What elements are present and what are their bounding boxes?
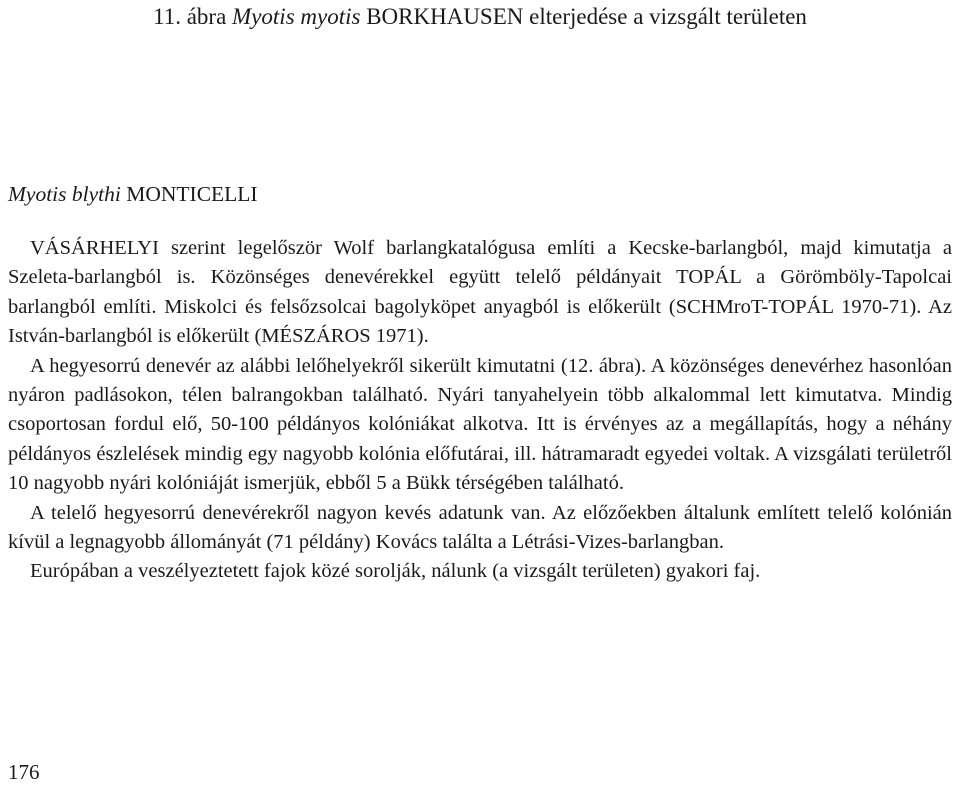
heading-author: MONTICELLI	[126, 182, 258, 206]
paragraph: A hegyesorrú denevér az alábbi lelőhelyekről sikerült kimutatni (12. ábra). A közönséges denevérhez hasonlóan nyáron padlásokon, télen balrangokban található. Nyári tanyahelyein több alkalommal lett kimutatva. Mindig csoportosan fordul elő, 50-100 példányos kolóniákat alkotva. Itt is érvényes az a megállapítás, hogy a néhány példányos észlelések mindig egy nagyobb kolónia előfutárai, ill. hátramaradt egyedei voltak. A vizsgálati területről 10 nagyobb nyári kolóniáját ismerjük, ebből 5 a Bükk térségében található.	[8, 354, 952, 495]
body-text	[8, 234, 952, 587]
figure-caption	[0, 4, 960, 30]
caption-species: Myotis myotis	[232, 4, 361, 29]
heading-species: Myotis blythi	[8, 182, 121, 206]
caption-author: BORKHAUSEN	[366, 4, 524, 29]
species-heading	[8, 181, 258, 207]
figure-number: 11. ábra	[153, 4, 227, 29]
caption-text: elterjedése a vizsgált területen	[529, 4, 807, 29]
paragraph: A telelő hegyesorrú denevérekről nagyon kevés adatunk van. Az előzőekben általunk említett telelő kolónián kívül a legnagyobb állományát (71 példány) Kovács találta a Létrási-Vizes-barlangban.	[8, 501, 952, 554]
page-number: 176	[8, 760, 40, 784]
paragraph: VÁSÁRHELYI szerint legelőször Wolf barlangkatalógusa említi a Kecske-barlangból, majd kimutatja a Szeleta-barlangból is. Közönséges denevérekkel együtt telelő példányait TOPÁL a Görömböly-Tapolcai barlangból említi. Miskolci és felsőzsolcai bagolyköpet anyagból is előkerült (SCHMroT-TOPÁL 1970-71). Az István-barlangból is előkerült (MÉSZÁROS 1971).	[8, 237, 952, 348]
paragraph: Európában a veszélyeztetett fajok közé sorolják, nálunk (a vizsgált területen) gyakori faj.	[30, 560, 761, 583]
